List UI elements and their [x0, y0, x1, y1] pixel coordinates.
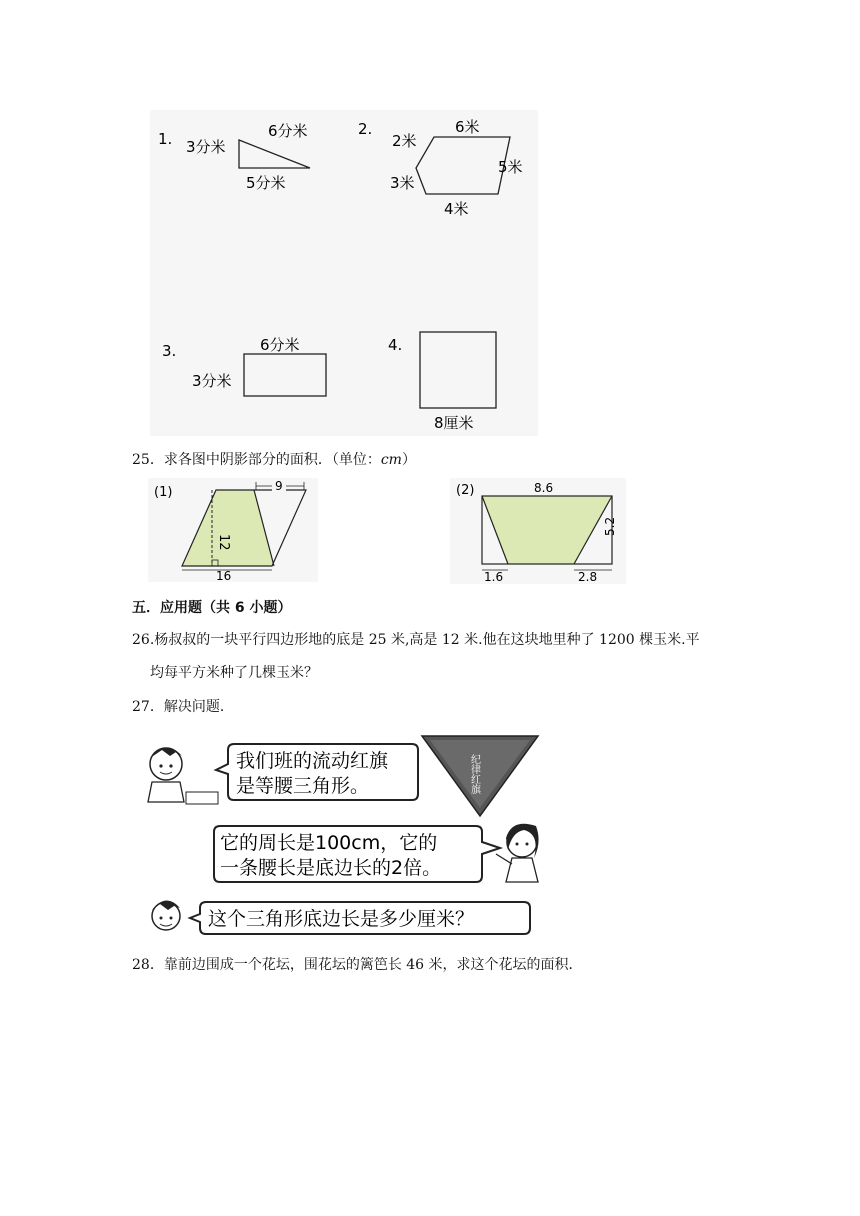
fig24-rectangle	[244, 354, 326, 396]
bubble3-text: 这个三角形底边长是多少厘米？	[208, 908, 475, 930]
fig24-2-top: 6米	[455, 118, 480, 136]
q25-fig2-label: (2)	[456, 483, 475, 498]
bubble1-line1: 我们班的流动红旗	[236, 750, 389, 772]
q26-line2: 均每平方米种了几棵玉米？	[150, 665, 318, 681]
fig24-polygon	[416, 137, 510, 194]
q28-text: 28．靠前边围成一个花坛，围花坛的篱笆长 46 米，求这个花坛的面积．	[132, 957, 583, 973]
fig24-3-left: 3分米	[192, 372, 232, 390]
q25-fig2-side: 5.2	[603, 516, 617, 536]
fig24-1-num: 1.	[158, 130, 173, 148]
fig24-triangle	[239, 140, 310, 168]
q25-fig2-left: 1.6	[484, 570, 504, 584]
fig24-1-a: 3分米	[186, 138, 226, 156]
q25-fig1-svg	[148, 478, 318, 582]
svg-text:纪律红旗: 纪律红旗	[468, 754, 480, 794]
q25-fig2-svg	[450, 478, 626, 584]
bubble1-line2: 是等腰三角形。	[236, 775, 370, 797]
girl-icon	[496, 824, 539, 882]
q25-fig1-top: 9	[275, 479, 283, 493]
q25-figure-1	[148, 478, 318, 582]
fig24-2-bottom: 4米	[444, 200, 469, 218]
q25-fig1-shade	[182, 490, 274, 566]
fig24-square	[420, 332, 496, 408]
fig24-1-c: 5分米	[246, 174, 286, 192]
q26-line1: 26.杨叔叔的一块平行四边形地的底是 25 米,高是 12 米.他在这块地里种了 1200 棵玉米.平	[132, 632, 700, 648]
fig24-1-b: 6分米	[268, 122, 308, 140]
q27-text: 27．解决问题．	[132, 699, 234, 715]
fig24-4-num: 4.	[388, 336, 403, 354]
boy-icon	[148, 747, 218, 804]
q24-figure	[150, 110, 538, 436]
fig24-2-num: 2.	[358, 120, 373, 138]
section-title: 五．应用题（共 6 小题）	[132, 600, 292, 616]
q25-figure-2	[450, 478, 626, 584]
q25-fig2-top: 8.6	[534, 481, 554, 495]
fig24-4-bottom: 8厘米	[434, 414, 474, 432]
q25-text: 25．求各图中阴影部分的面积．（单位：cm）	[132, 452, 416, 468]
q25-fig1-height: 12	[216, 534, 231, 551]
q25-fig1-label: (1)	[154, 485, 173, 500]
flag-icon	[422, 736, 538, 816]
q27-svg	[140, 730, 560, 946]
q25-fig1-bottom: 16	[216, 569, 232, 582]
bubble2-line1: 它的周长是100cm，它的	[220, 832, 438, 854]
fig24-3-num: 3.	[162, 342, 177, 360]
q25-fig2-right: 2.8	[578, 570, 598, 584]
fig24-2-lt: 2米	[392, 132, 417, 150]
fig24-2-lb: 3米	[390, 174, 415, 192]
boy2-icon	[152, 900, 180, 930]
fig24-2-right: 5米	[498, 158, 523, 176]
q24-shapes	[150, 110, 538, 436]
q27-figure	[140, 730, 560, 946]
fig24-3-top: 6分米	[260, 336, 300, 354]
bubble2-line2: 一条腰长是底边长的2倍。	[220, 857, 442, 879]
